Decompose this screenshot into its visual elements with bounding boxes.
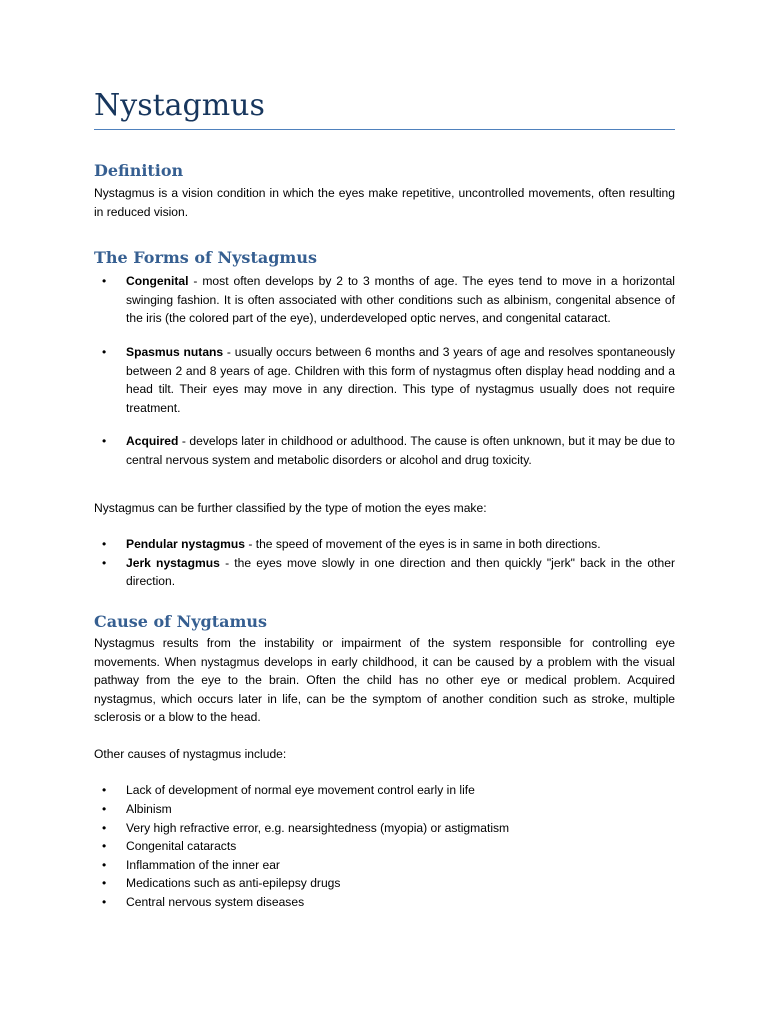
list-item: • Inflammation of the inner ear xyxy=(94,856,675,875)
list-item-term: Jerk nystagmus xyxy=(126,555,220,570)
list-item: • Albinism xyxy=(94,800,675,819)
list-item: • Very high refractive error, e.g. nearsightedness (myopia) or astigmatism xyxy=(94,819,675,838)
list-item: • Congenital cataracts xyxy=(94,837,675,856)
forms-list xyxy=(94,272,675,469)
list-item xyxy=(94,432,675,469)
list-item-term: Pendular nystagmus xyxy=(126,537,245,552)
list-item xyxy=(94,272,675,328)
list-item-text: - usually occurs between 6 months and 3 years of age and resolves spontaneously between 2 and 8 years of age. Children with this form of nystagmus often display head nodding and a head tilt. Their eyes may move in any direction. This type of nystagmus usually does not require treatment. xyxy=(126,344,675,415)
list-item: • Lack of development of normal eye movement control early in life xyxy=(94,781,675,800)
list-item-term: Congenital xyxy=(126,274,189,289)
list-item-term: Spasmus nutans xyxy=(126,344,224,359)
other-causes-intro: Other causes of nystagmus include: xyxy=(94,746,287,761)
other-causes-list xyxy=(94,781,675,911)
list-item: • Medications such as anti-epilepsy drugs xyxy=(94,874,675,893)
definition-paragraph: Nystagmus is a vision condition in which the eyes make repetitive, uncontrolled movements, often resulting in reduced vision. xyxy=(94,186,675,219)
definition-heading: Definition xyxy=(94,161,184,180)
document-body xyxy=(94,86,675,912)
motion-list xyxy=(94,535,675,591)
list-item xyxy=(94,535,675,554)
title-divider xyxy=(94,129,675,130)
list-item xyxy=(94,343,675,417)
motion-intro-paragraph: Nystagmus can be further classified by the type of motion the eyes make: xyxy=(94,500,487,515)
list-item-term: Acquired xyxy=(126,434,179,449)
list-item-text: - develops later in childhood or adulthood. The cause is often unknown, but it may be due to central nervous system and metabolic disorders or alcohol and drug toxicity. xyxy=(126,434,675,467)
list-item xyxy=(94,554,675,591)
page-title: Nystagmus xyxy=(94,88,265,123)
forms-heading: The Forms of Nystagmus xyxy=(94,248,317,268)
cause-paragraph: Nystagmus results from the instability or impairment of the system responsible for controlling eye movements. When nystagmus develops in early childhood, it can be caused by a problem with the visual pathway from the eye to the brain. Often the child has no other eye or medical problem. Acquired nystagmus, which occurs later in life, can be the symptom of another condition such as stroke, multiple sclerosis or a blow to the head. xyxy=(94,635,675,725)
list-item-text: - the eyes move slowly in one direction and then quickly "jerk" back in the other direction. xyxy=(126,555,675,589)
list-item-text: - most often develops by 2 to 3 months of age. The eyes tend to move in a horizontal swinging fashion. It is often associated with other conditions such as albinism, congenital absence of the iris (the colored part of the eye), underdeveloped optic nerves, and congenital cataract. xyxy=(126,274,675,326)
cause-heading: Cause of Nygtamus xyxy=(94,611,268,631)
list-item-text: - the speed of movement of the eyes is in same in both directions. xyxy=(244,537,601,552)
list-item: • Central nervous system diseases xyxy=(94,893,675,912)
